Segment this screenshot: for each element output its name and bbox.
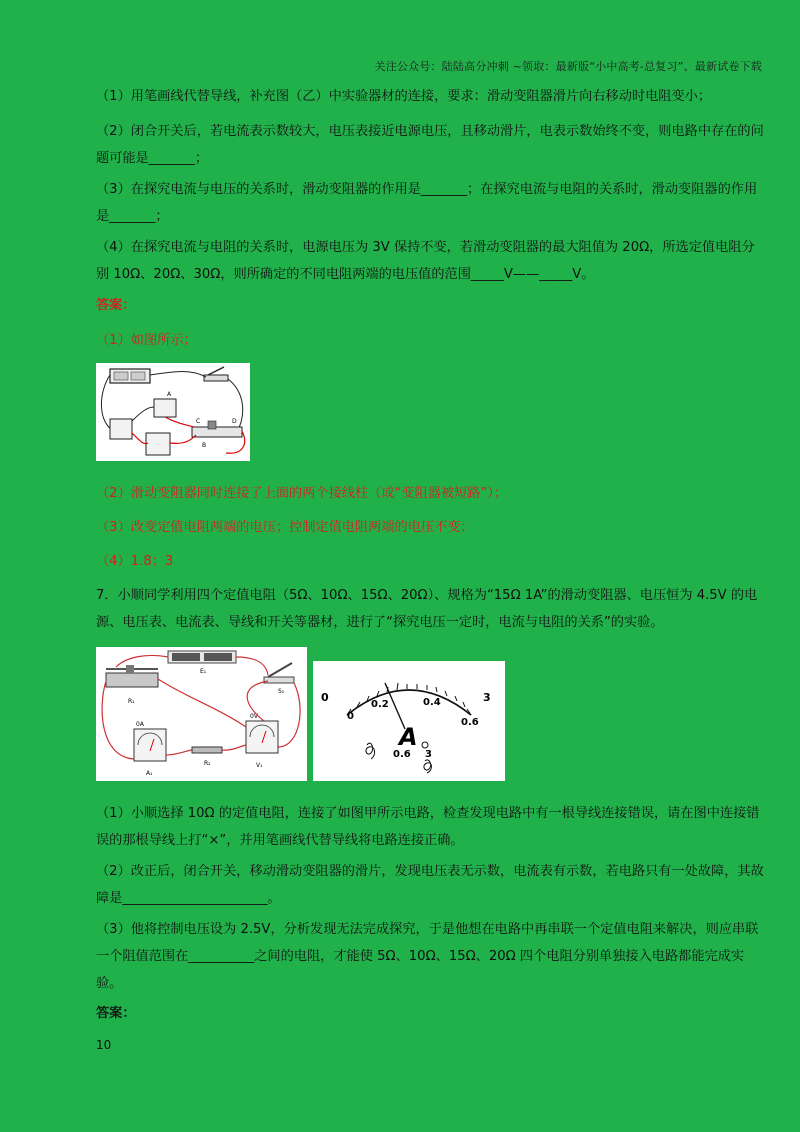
experiment-circuit-figure	[96, 647, 307, 781]
page-number: 10	[96, 1038, 112, 1052]
voltmeter-zero-label: 0V	[250, 713, 258, 720]
dial-unit: A	[399, 723, 418, 751]
ammeter-dial	[313, 661, 505, 781]
switch-label: S₁	[278, 688, 285, 695]
terminal-a-label: A	[167, 391, 172, 398]
terminal-knob	[422, 742, 428, 748]
q7-part3: （3）他将控制电压设为 2.5V，分析发现无法完成探究，于是他想在电路中再串联一个定值电阻来解决，则应串联一个阻值范围在__________之间的电阻，才能使 5Ω、10Ω、15Ω、20Ω 四个电阻分别单独接入电路都能完成实验。	[96, 922, 759, 991]
switch	[204, 375, 228, 381]
q6-part1: （1）用笔画线代替导线，补充图（乙）中实验器材的连接，要求：滑动变阻器滑片向右移动时电阻变小；	[96, 89, 712, 104]
ammeter	[134, 729, 166, 761]
answer-label-7: 答案：	[96, 1006, 136, 1021]
dial-inner-02: 0.2	[371, 699, 389, 710]
dial-inner-04: 0.4	[423, 697, 441, 708]
lower-meter	[146, 433, 170, 455]
ammeter-zero-label: 0A	[136, 721, 144, 728]
answer-circuit-diagram	[96, 363, 250, 461]
q7-stem: 7．小顺同学利用四个定值电阻（5Ω、10Ω、15Ω、20Ω）、规格为“15Ω 1A”的滑动变阻器、电压恒为 4.5V 的电源、电压表、电流表、导线和开关等器材，进行了“探究电压一定时，电流与电阻的关系”的实验。	[96, 588, 758, 630]
rheostat-label: R₁	[128, 698, 135, 705]
left-meter	[110, 419, 132, 439]
terminal-3-label: 3	[425, 749, 432, 760]
rheostat	[106, 673, 158, 687]
terminal-06-label: 0.6	[393, 749, 411, 760]
ammeter-label: A₁	[146, 770, 153, 777]
dial-inner-zero: 0	[347, 711, 354, 722]
dial-outer-zero: 0	[321, 691, 329, 704]
right-wire-coil	[424, 760, 432, 773]
dial-inner-06: 0.6	[461, 717, 479, 728]
q6-part4: （4）在探究电流与电阻的关系时，电源电压为 3V 保持不变，若滑动变阻器的最大阻值为 20Ω，所选定值电阻分别 10Ω、20Ω、30Ω，则所确定的不同电阻两端的电压值的范围_____V——_____V。	[96, 240, 755, 282]
fixed-resistor	[192, 747, 222, 753]
answer6-part4: （4）1.8；3	[96, 554, 174, 569]
resistor-label: R₂	[204, 760, 211, 767]
voltmeter	[246, 721, 278, 753]
dial-outer-three: 3	[483, 691, 491, 704]
answer-circuit-figure	[96, 363, 250, 461]
answer6-part3: （3）改变定值电阻两端的电压；控制定值电阻两端的电压不变；	[96, 520, 474, 535]
q6-part3: （3）在探究电流与电压的关系时，滑动变阻器的作用是_______；在探究电流与电阻的关系时，滑动变阻器的作用是_______；	[96, 182, 758, 224]
switch	[264, 677, 294, 683]
experiment-circuit-diagram	[96, 647, 307, 781]
page-header: 关注公众号：陆陆高分冲刺 ~领取：最新版“小中高考-总复习”、最新试卷下载	[374, 60, 762, 73]
q7-part1: （1）小顺选择 10Ω 的定值电阻，连接了如图甲所示电路，检查发现电路中有一根导线连接错误，请在图中连接错误的那根导线上打“×”，并用笔画线代替导线将电路连接正确。	[96, 806, 760, 848]
rheostat	[192, 427, 242, 437]
answer6-part2: （2）滑动变阻器同时连接了上面的两个接线柱（或“变阻器被短路”）；	[96, 486, 508, 501]
answer6-part1: （1）如图所示；	[96, 333, 197, 348]
terminal-d-label: D	[232, 418, 237, 425]
voltmeter-label: V₁	[256, 762, 263, 769]
q6-part2: （2）闭合开关后，若电流表示数较大，电压表接近电源电压，且移动滑片，电表示数始终不变，则电路中存在的问题可能是_______；	[96, 124, 764, 166]
battery-label: E₁	[200, 668, 207, 675]
answer-label-6: 答案：	[96, 298, 136, 313]
middle-meter	[154, 399, 176, 417]
dial-arc	[347, 690, 471, 715]
ammeter-dial-figure	[313, 661, 505, 781]
terminal-c-label: C	[196, 418, 201, 425]
q7-part2: （2）改正后，闭合开关，移动滑动变阻器的滑片，发现电压表无示数，电流表有示数，若电路只有一处故障，其故障是______________________。	[96, 864, 764, 906]
terminal-b-label: B	[202, 442, 207, 449]
left-wire-coil	[366, 743, 375, 759]
